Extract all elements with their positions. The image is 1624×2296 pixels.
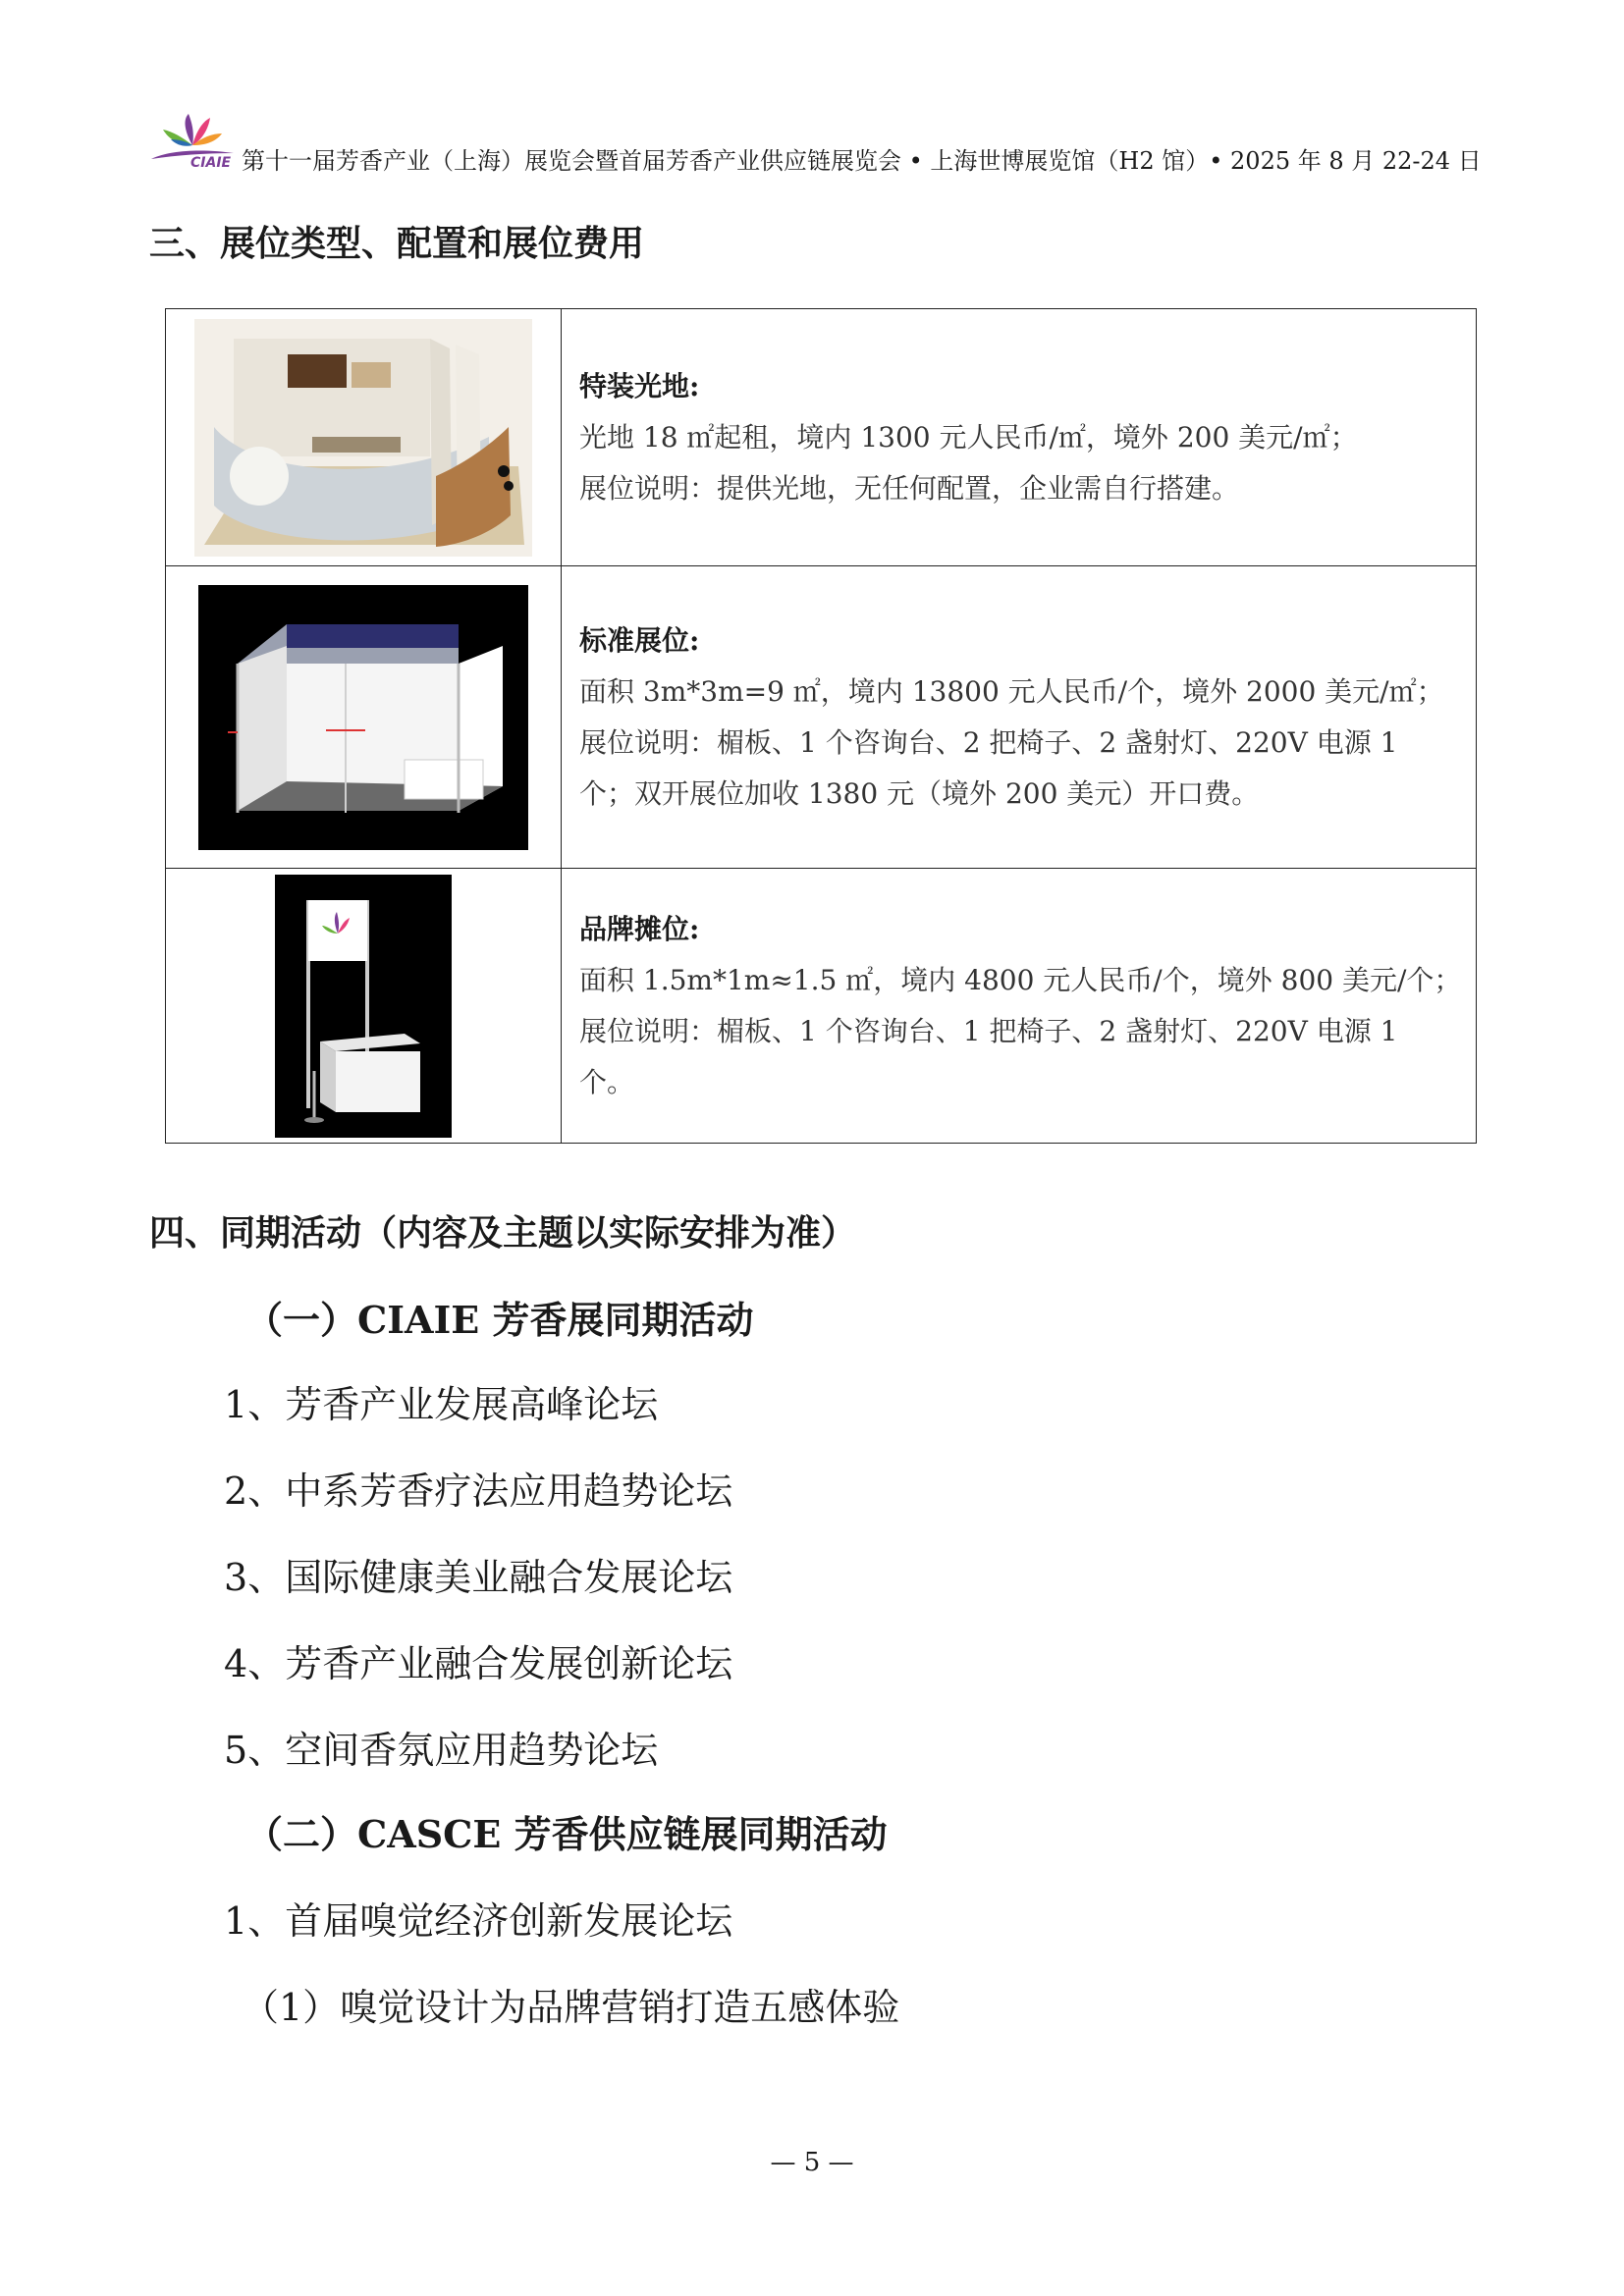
table-row — [166, 309, 1477, 566]
list-number: 2 — [224, 1469, 248, 1513]
list-item — [224, 1374, 658, 1428]
subheading-casce-events: （二）CASCE 芳香供应链展同期活动 — [245, 1812, 888, 1856]
list-number: 4 — [224, 1642, 248, 1685]
booth-note-line: 个。 — [579, 1065, 635, 1098]
list-number: 5 — [224, 1729, 248, 1772]
booth-title: 特装光地: — [579, 369, 700, 402]
list-text: 、中系芳香疗法应用趋势论坛 — [247, 1469, 733, 1513]
booth-note-line: 展位说明：楣板、1 个咨询台、2 把椅子、2 盏射灯、220V 电源 1 — [579, 725, 1398, 759]
standard-booth-render-icon — [198, 585, 528, 850]
booth-price-line: 面积 3m*3m=9 ㎡，境内 13800 元人民币/个，境外 2000 美元/㎡； — [579, 674, 1444, 708]
brand-stand-render-icon — [275, 875, 452, 1138]
list-text: 、芳香产业融合发展创新论坛 — [247, 1642, 733, 1685]
list-item — [224, 1720, 658, 1774]
booth-title: 品牌摊位: — [579, 912, 700, 945]
list-item — [224, 1547, 732, 1601]
image-cell — [166, 566, 562, 869]
list-text: 、国际健康美业融合发展论坛 — [247, 1556, 733, 1599]
list-number: 3 — [224, 1556, 248, 1599]
booth-description — [562, 566, 1477, 869]
table-row — [166, 869, 1477, 1144]
table-row — [166, 566, 1477, 869]
booth-types-table — [165, 308, 1477, 1144]
list-text: 、空间香氛应用趋势论坛 — [247, 1729, 659, 1772]
ciaie-logo — [147, 110, 238, 169]
booth-note-line: 展位说明：提供光地，无任何配置，企业需自行搭建。 — [579, 471, 1240, 505]
booth-price-line: 光地 18 ㎡起租，境内 1300 元人民币/㎡，境外 200 美元/㎡； — [579, 420, 1358, 454]
list-number: （1） — [242, 1986, 341, 2029]
image-cell — [166, 869, 562, 1144]
booth-note-line: 个；双开展位加收 1380 元（境外 200 美元）开口费。 — [579, 776, 1260, 810]
subheading-ciaie-events: （一）CIAIE 芳香展同期活动 — [245, 1298, 754, 1342]
list-item — [224, 1891, 732, 1945]
svg-text:CIAIE: CIAIE — [190, 155, 232, 169]
booth-description — [562, 869, 1477, 1144]
image-cell — [166, 309, 562, 566]
booth-title: 标准展位: — [579, 623, 700, 657]
booth-price-line: 面积 1.5m*1m≈1.5 ㎡，境内 4800 元人民币/个，境外 800 美元/个； — [579, 963, 1462, 996]
list-text: 、首届嗅觉经济创新发展论坛 — [247, 1899, 733, 1943]
section-heading-events: 四、同期活动（内容及主题以实际安排为准） — [149, 1213, 857, 1254]
list-text: 、芳香产业发展高峰论坛 — [247, 1383, 659, 1426]
list-number: 1 — [224, 1899, 248, 1943]
raw-space-booth-render-icon — [194, 319, 532, 557]
booth-note-line: 展位说明：楣板、1 个咨询台、1 把椅子、2 盏射灯、220V 电源 1 — [579, 1014, 1398, 1047]
list-item — [224, 1461, 732, 1515]
page-number: — 5 — — [770, 2148, 854, 2177]
list-item — [224, 1633, 732, 1687]
section-heading-booth-types: 三、展位类型、配置和展位费用 — [149, 224, 645, 264]
list-item — [242, 1977, 899, 2031]
list-number: 1 — [224, 1383, 248, 1426]
header-title: 第十一届芳香产业（上海）展览会暨首届芳香产业供应链展览会 • 上海世博展览馆（H2 馆）• 2025 年 8 月 22-24 日 — [242, 147, 1482, 175]
booth-description — [562, 309, 1477, 566]
list-text: 嗅觉设计为品牌营销打造五感体验 — [340, 1986, 900, 2029]
page-header — [147, 110, 1492, 175]
